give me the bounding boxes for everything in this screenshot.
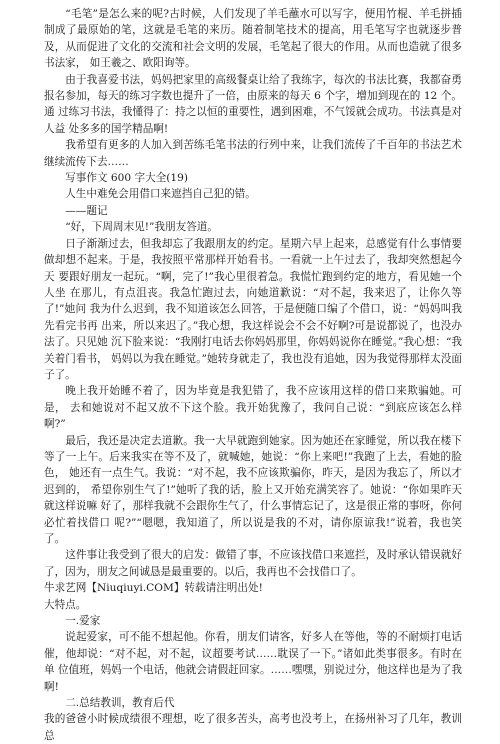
paragraph: 我的爸爸小时候成绩很不理想，吃了很多苦头，高考也没考上，在扬州补习了几年，教训总: [44, 713, 462, 742]
paragraph: 日子渐渐过去，但我却忘了我跟朋友的约定。星期六早上起来，总感觉有什么事情要 做却想不起来。于是，我按照平常那样开始看书。一看就一上午过去了，我却突然想起今天 要跟好朋友一起玩。“啊，完了!”我心里很着急。我慌忙跑到约定的地方，看见她一个人坐 在那儿，有点沮丧。我急忙跑过去，向她道歉说：“对不起，我来迟了，让你久等了!”她问 我为什么迟到，我不知道该怎么回答，于是便随口编了个借口，说：“妈妈叫我先看完书再 出来，所以来迟了。”我心想，我这样说会不会不好啊?可是说都说了，也没办法了。只见她 沉下脸来说：“我刚打电话去你妈妈那里，你妈妈说你在睡觉。”我心想：“我关着门看书， 妈妈以为我在睡觉。”她转身就走了，我也没有追她，因为我觉得那样太没面子了。: [44, 237, 462, 381]
paragraph: 牛求艺网【Niuqiuyi.COM】转载请注明出处!: [44, 582, 263, 595]
document-body: [44, 6, 462, 744]
paragraph: 我希望有更多的人加入到苦练毛笔书法的行列中来，让我们流传了千百年的书法艺术 继续流传下去……: [44, 139, 462, 168]
paragraph: 晚上我开始睡不着了，因为毕竟是我犯错了，我不应该用这样的借口来欺骗她。可是， 去和她说对不起又放不下这个脸。我开始犹豫了，我问自己说：“到底应该怎么样啊?”: [44, 385, 462, 431]
paragraph: 由于我喜爱书法，妈妈把家里的高级餐桌让给了我练字，每次的书法比赛，我都奋勇 报名参加，每天的练习字数也提升了一倍，由原来的每天 6 个字，增加到现在的 12 个。通 过练习书法，我懂得了：持之以恒的重要性，遇到困难，不气馁就会成功。书法真是对人益 处多多的国学精品啊!: [44, 73, 462, 135]
paragraph: “好，下周周末见!”我朋友答道。: [65, 221, 218, 234]
paragraph: 二.总结教训，教育后代: [65, 697, 175, 710]
paragraph: 人生中难免会用借口来遮挡自己犯的错。: [65, 188, 256, 201]
paragraph: 大特点。: [44, 598, 87, 611]
paragraph: 最后，我还是决定去道歉。我一大早就跑到她家。因为她还在家睡觉，所以我在楼下 等了一上午。后来我实在等不及了，就喊她，她说：“你上来吧!”我跑了上去，看她的脸色， 她还有一点生气。我说：“对不起，我不应该欺骗你，昨天，是因为我忘了，所以才迟到的， 希望你别生气了!”她听了我的话，脸上又开始充满笑容了。她说：“你如果昨天就这样说嘛 好了，那样我就不会跟你生气了，什么事情忘记了，这是很正常的事呀，你何必忙着找借口 呢?”“嗯嗯，我知道了，所以说是我的不对，请你原谅我!”说着，我也笑了。: [44, 434, 462, 545]
paragraph: 说起爱家，可不能不想起他。你看，朋友们请客，好多人在等他，等的不耐烦打电话 催，他却说：“对不起，对不起，议超要考试……耽误了一下。”诸如此类事很多。有时在单 位值班，妈妈一个电话，他就会请假赶回家。……嘿嘿，别说过分，他这样也是为了我啊!: [44, 631, 462, 693]
paragraph: 这件事让我受到了很大的启发：做错了事，不应该找借口来遮拦，及时承认错误就好 了，因为，朋友之间诚恳是最重要的。以后，我再也不会找借口了。: [44, 549, 462, 578]
paragraph: “毛笔”是怎么来的呢?古时候，人们发现了羊毛蘸水可以写字，便用竹棍、羊毛拼插 制成了最原始的笔，这就是毛笔的来历。随着制笔技术的提高，用毛笔写字也就逐步普及，从而促进了文化的交流和社会文明的发展，毛笔起了很大的作用。从而也造就了很多书法家， 如王羲之、欧阳询等。: [44, 8, 462, 70]
paragraph: ——题记: [65, 204, 108, 217]
paragraph: 一.爱家: [65, 615, 101, 628]
paragraph: 写事作文 600 字大全(19): [65, 172, 189, 185]
